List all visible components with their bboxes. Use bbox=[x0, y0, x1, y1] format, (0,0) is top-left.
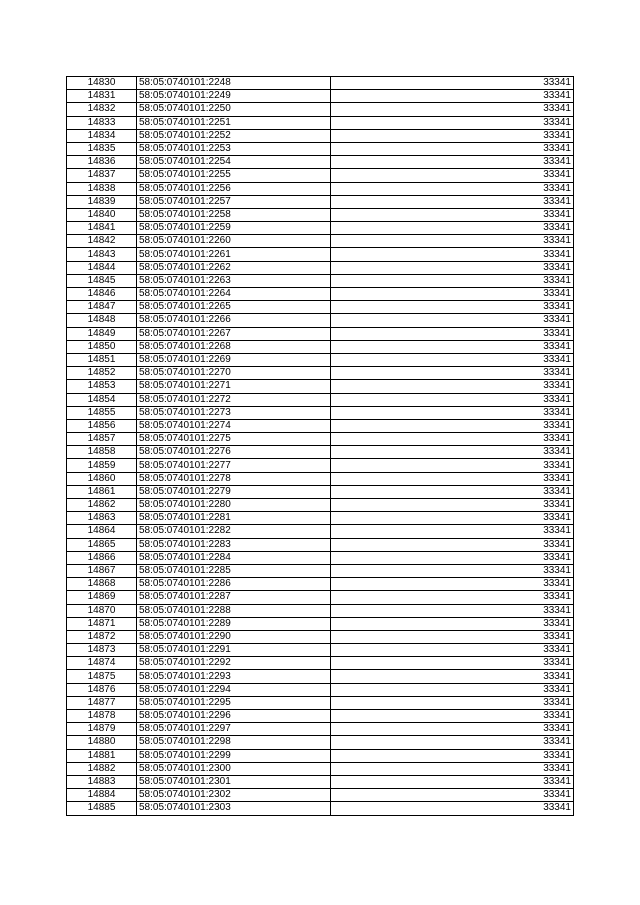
value-cell: 33341 bbox=[331, 762, 574, 775]
value-cell: 33341 bbox=[331, 116, 574, 129]
table-row bbox=[67, 380, 574, 393]
table-row bbox=[67, 604, 574, 617]
value-cell: 33341 bbox=[331, 525, 574, 538]
value-cell: 33341 bbox=[331, 90, 574, 103]
row-number-cell: 14860 bbox=[67, 472, 137, 485]
table-row bbox=[67, 736, 574, 749]
table-row bbox=[67, 512, 574, 525]
table-row bbox=[67, 367, 574, 380]
row-number-cell: 14834 bbox=[67, 129, 137, 142]
table-row bbox=[67, 142, 574, 155]
cadastral-number-cell: 58:05:0740101:2298 bbox=[137, 736, 331, 749]
row-number-cell: 14876 bbox=[67, 683, 137, 696]
table-row bbox=[67, 551, 574, 564]
value-cell: 33341 bbox=[331, 446, 574, 459]
cadastral-number-cell: 58:05:0740101:2292 bbox=[137, 657, 331, 670]
cadastral-number-cell: 58:05:0740101:2302 bbox=[137, 789, 331, 802]
table-row bbox=[67, 710, 574, 723]
row-number-cell: 14857 bbox=[67, 433, 137, 446]
row-number-cell: 14884 bbox=[67, 789, 137, 802]
value-cell: 33341 bbox=[331, 77, 574, 90]
cadastral-number-cell: 58:05:0740101:2297 bbox=[137, 723, 331, 736]
table-row bbox=[67, 248, 574, 261]
cadastral-number-cell: 58:05:0740101:2258 bbox=[137, 208, 331, 221]
row-number-cell: 14871 bbox=[67, 617, 137, 630]
value-cell: 33341 bbox=[331, 380, 574, 393]
row-number-cell: 14848 bbox=[67, 314, 137, 327]
row-number-cell: 14836 bbox=[67, 156, 137, 169]
table-row bbox=[67, 195, 574, 208]
row-number-cell: 14856 bbox=[67, 419, 137, 432]
row-number-cell: 14869 bbox=[67, 591, 137, 604]
value-cell: 33341 bbox=[331, 472, 574, 485]
table-row bbox=[67, 116, 574, 129]
cadastral-number-cell: 58:05:0740101:2287 bbox=[137, 591, 331, 604]
cadastral-number-cell: 58:05:0740101:2248 bbox=[137, 77, 331, 90]
row-number-cell: 14861 bbox=[67, 485, 137, 498]
cadastral-number-cell: 58:05:0740101:2251 bbox=[137, 116, 331, 129]
value-cell: 33341 bbox=[331, 591, 574, 604]
value-cell: 33341 bbox=[331, 222, 574, 235]
value-cell: 33341 bbox=[331, 129, 574, 142]
table-row bbox=[67, 644, 574, 657]
table-row bbox=[67, 90, 574, 103]
table-row bbox=[67, 288, 574, 301]
row-number-cell: 14845 bbox=[67, 274, 137, 287]
row-number-cell: 14835 bbox=[67, 142, 137, 155]
row-number-cell: 14872 bbox=[67, 630, 137, 643]
table-row bbox=[67, 446, 574, 459]
value-cell: 33341 bbox=[331, 644, 574, 657]
row-number-cell: 14877 bbox=[67, 696, 137, 709]
value-cell: 33341 bbox=[331, 103, 574, 116]
value-cell: 33341 bbox=[331, 802, 574, 815]
value-cell: 33341 bbox=[331, 288, 574, 301]
value-cell: 33341 bbox=[331, 736, 574, 749]
row-number-cell: 14846 bbox=[67, 288, 137, 301]
cadastral-number-cell: 58:05:0740101:2285 bbox=[137, 564, 331, 577]
cadastral-number-cell: 58:05:0740101:2283 bbox=[137, 538, 331, 551]
value-cell: 33341 bbox=[331, 353, 574, 366]
cadastral-number-cell: 58:05:0740101:2281 bbox=[137, 512, 331, 525]
row-number-cell: 14833 bbox=[67, 116, 137, 129]
row-number-cell: 14852 bbox=[67, 367, 137, 380]
value-cell: 33341 bbox=[331, 142, 574, 155]
value-cell: 33341 bbox=[331, 156, 574, 169]
table-row bbox=[67, 353, 574, 366]
cadastral-number-cell: 58:05:0740101:2269 bbox=[137, 353, 331, 366]
table-row bbox=[67, 169, 574, 182]
table-row bbox=[67, 406, 574, 419]
row-number-cell: 14866 bbox=[67, 551, 137, 564]
row-number-cell: 14844 bbox=[67, 261, 137, 274]
table-row bbox=[67, 591, 574, 604]
row-number-cell: 14865 bbox=[67, 538, 137, 551]
row-number-cell: 14862 bbox=[67, 499, 137, 512]
table-row bbox=[67, 775, 574, 788]
value-cell: 33341 bbox=[331, 499, 574, 512]
row-number-cell: 14837 bbox=[67, 169, 137, 182]
table-row bbox=[67, 182, 574, 195]
cadastral-number-cell: 58:05:0740101:2266 bbox=[137, 314, 331, 327]
cadastral-number-cell: 58:05:0740101:2256 bbox=[137, 182, 331, 195]
table-row bbox=[67, 723, 574, 736]
table-row bbox=[67, 274, 574, 287]
row-number-cell: 14883 bbox=[67, 775, 137, 788]
row-number-cell: 14885 bbox=[67, 802, 137, 815]
row-number-cell: 14849 bbox=[67, 327, 137, 340]
cadastral-number-cell: 58:05:0740101:2265 bbox=[137, 301, 331, 314]
value-cell: 33341 bbox=[331, 301, 574, 314]
cadastral-number-cell: 58:05:0740101:2257 bbox=[137, 195, 331, 208]
table-row bbox=[67, 499, 574, 512]
value-cell: 33341 bbox=[331, 274, 574, 287]
cadastral-number-cell: 58:05:0740101:2267 bbox=[137, 327, 331, 340]
cadastral-number-cell: 58:05:0740101:2262 bbox=[137, 261, 331, 274]
cadastral-number-cell: 58:05:0740101:2261 bbox=[137, 248, 331, 261]
table-row bbox=[67, 762, 574, 775]
cadastral-number-cell: 58:05:0740101:2280 bbox=[137, 499, 331, 512]
value-cell: 33341 bbox=[331, 393, 574, 406]
value-cell: 33341 bbox=[331, 235, 574, 248]
row-number-cell: 14867 bbox=[67, 564, 137, 577]
value-cell: 33341 bbox=[331, 670, 574, 683]
value-cell: 33341 bbox=[331, 261, 574, 274]
table-row bbox=[67, 578, 574, 591]
value-cell: 33341 bbox=[331, 485, 574, 498]
row-number-cell: 14840 bbox=[67, 208, 137, 221]
cadastral-number-cell: 58:05:0740101:2272 bbox=[137, 393, 331, 406]
table-row bbox=[67, 789, 574, 802]
row-number-cell: 14874 bbox=[67, 657, 137, 670]
row-number-cell: 14831 bbox=[67, 90, 137, 103]
row-number-cell: 14843 bbox=[67, 248, 137, 261]
cadastral-number-cell: 58:05:0740101:2288 bbox=[137, 604, 331, 617]
value-cell: 33341 bbox=[331, 749, 574, 762]
table-row bbox=[67, 261, 574, 274]
value-cell: 33341 bbox=[331, 775, 574, 788]
value-cell: 33341 bbox=[331, 604, 574, 617]
cadastral-number-cell: 58:05:0740101:2290 bbox=[137, 630, 331, 643]
table-row bbox=[67, 696, 574, 709]
table-row bbox=[67, 630, 574, 643]
row-number-cell: 14868 bbox=[67, 578, 137, 591]
table-row bbox=[67, 433, 574, 446]
cadastral-number-cell: 58:05:0740101:2253 bbox=[137, 142, 331, 155]
value-cell: 33341 bbox=[331, 419, 574, 432]
cadastral-number-cell: 58:05:0740101:2284 bbox=[137, 551, 331, 564]
cadastral-number-cell: 58:05:0740101:2268 bbox=[137, 340, 331, 353]
value-cell: 33341 bbox=[331, 340, 574, 353]
cadastral-number-cell: 58:05:0740101:2278 bbox=[137, 472, 331, 485]
value-cell: 33341 bbox=[331, 617, 574, 630]
table-row bbox=[67, 459, 574, 472]
value-cell: 33341 bbox=[331, 710, 574, 723]
value-cell: 33341 bbox=[331, 789, 574, 802]
value-cell: 33341 bbox=[331, 208, 574, 221]
table-row bbox=[67, 472, 574, 485]
table-row bbox=[67, 156, 574, 169]
row-number-cell: 14838 bbox=[67, 182, 137, 195]
row-number-cell: 14879 bbox=[67, 723, 137, 736]
row-number-cell: 14878 bbox=[67, 710, 137, 723]
table-row bbox=[67, 314, 574, 327]
table-row bbox=[67, 235, 574, 248]
cadastral-number-cell: 58:05:0740101:2273 bbox=[137, 406, 331, 419]
table-row bbox=[67, 222, 574, 235]
row-number-cell: 14839 bbox=[67, 195, 137, 208]
table-row bbox=[67, 208, 574, 221]
cadastral-number-cell: 58:05:0740101:2277 bbox=[137, 459, 331, 472]
row-number-cell: 14853 bbox=[67, 380, 137, 393]
row-number-cell: 14841 bbox=[67, 222, 137, 235]
row-number-cell: 14882 bbox=[67, 762, 137, 775]
value-cell: 33341 bbox=[331, 195, 574, 208]
table-row bbox=[67, 670, 574, 683]
table-row bbox=[67, 525, 574, 538]
value-cell: 33341 bbox=[331, 182, 574, 195]
row-number-cell: 14859 bbox=[67, 459, 137, 472]
row-number-cell: 14870 bbox=[67, 604, 137, 617]
value-cell: 33341 bbox=[331, 459, 574, 472]
row-number-cell: 14873 bbox=[67, 644, 137, 657]
row-number-cell: 14855 bbox=[67, 406, 137, 419]
row-number-cell: 14847 bbox=[67, 301, 137, 314]
value-cell: 33341 bbox=[331, 696, 574, 709]
value-cell: 33341 bbox=[331, 512, 574, 525]
value-cell: 33341 bbox=[331, 564, 574, 577]
value-cell: 33341 bbox=[331, 433, 574, 446]
cadastral-number-cell: 58:05:0740101:2249 bbox=[137, 90, 331, 103]
cadastral-number-cell: 58:05:0740101:2260 bbox=[137, 235, 331, 248]
value-cell: 33341 bbox=[331, 327, 574, 340]
value-cell: 33341 bbox=[331, 630, 574, 643]
table-row bbox=[67, 77, 574, 90]
cadastral-number-cell: 58:05:0740101:2275 bbox=[137, 433, 331, 446]
value-cell: 33341 bbox=[331, 578, 574, 591]
cadastral-number-cell: 58:05:0740101:2301 bbox=[137, 775, 331, 788]
table-row bbox=[67, 393, 574, 406]
cadastral-number-cell: 58:05:0740101:2299 bbox=[137, 749, 331, 762]
row-number-cell: 14863 bbox=[67, 512, 137, 525]
row-number-cell: 14850 bbox=[67, 340, 137, 353]
cadastral-number-cell: 58:05:0740101:2259 bbox=[137, 222, 331, 235]
table-row bbox=[67, 617, 574, 630]
row-number-cell: 14864 bbox=[67, 525, 137, 538]
row-number-cell: 14858 bbox=[67, 446, 137, 459]
cadastral-number-cell: 58:05:0740101:2254 bbox=[137, 156, 331, 169]
table-row bbox=[67, 657, 574, 670]
value-cell: 33341 bbox=[331, 723, 574, 736]
row-number-cell: 14832 bbox=[67, 103, 137, 116]
cadastral-number-cell: 58:05:0740101:2294 bbox=[137, 683, 331, 696]
cadastral-registry-table bbox=[66, 76, 574, 816]
value-cell: 33341 bbox=[331, 314, 574, 327]
value-cell: 33341 bbox=[331, 169, 574, 182]
value-cell: 33341 bbox=[331, 406, 574, 419]
table-row bbox=[67, 301, 574, 314]
row-number-cell: 14842 bbox=[67, 235, 137, 248]
cadastral-number-cell: 58:05:0740101:2270 bbox=[137, 367, 331, 380]
table-row bbox=[67, 327, 574, 340]
table-row bbox=[67, 749, 574, 762]
table-row bbox=[67, 103, 574, 116]
table-row bbox=[67, 129, 574, 142]
value-cell: 33341 bbox=[331, 538, 574, 551]
row-number-cell: 14854 bbox=[67, 393, 137, 406]
cadastral-number-cell: 58:05:0740101:2295 bbox=[137, 696, 331, 709]
cadastral-number-cell: 58:05:0740101:2274 bbox=[137, 419, 331, 432]
table-row bbox=[67, 485, 574, 498]
cadastral-number-cell: 58:05:0740101:2296 bbox=[137, 710, 331, 723]
table-row bbox=[67, 564, 574, 577]
cadastral-number-cell: 58:05:0740101:2276 bbox=[137, 446, 331, 459]
row-number-cell: 14880 bbox=[67, 736, 137, 749]
cadastral-number-cell: 58:05:0740101:2286 bbox=[137, 578, 331, 591]
value-cell: 33341 bbox=[331, 367, 574, 380]
cadastral-number-cell: 58:05:0740101:2252 bbox=[137, 129, 331, 142]
cadastral-number-cell: 58:05:0740101:2279 bbox=[137, 485, 331, 498]
row-number-cell: 14875 bbox=[67, 670, 137, 683]
cadastral-number-cell: 58:05:0740101:2264 bbox=[137, 288, 331, 301]
value-cell: 33341 bbox=[331, 248, 574, 261]
table-row bbox=[67, 683, 574, 696]
registry-table-body bbox=[67, 77, 574, 816]
table-row bbox=[67, 538, 574, 551]
cadastral-number-cell: 58:05:0740101:2289 bbox=[137, 617, 331, 630]
cadastral-number-cell: 58:05:0740101:2271 bbox=[137, 380, 331, 393]
cadastral-number-cell: 58:05:0740101:2250 bbox=[137, 103, 331, 116]
table-row bbox=[67, 340, 574, 353]
cadastral-number-cell: 58:05:0740101:2263 bbox=[137, 274, 331, 287]
cadastral-number-cell: 58:05:0740101:2293 bbox=[137, 670, 331, 683]
cadastral-number-cell: 58:05:0740101:2255 bbox=[137, 169, 331, 182]
value-cell: 33341 bbox=[331, 683, 574, 696]
value-cell: 33341 bbox=[331, 657, 574, 670]
row-number-cell: 14830 bbox=[67, 77, 137, 90]
row-number-cell: 14851 bbox=[67, 353, 137, 366]
cadastral-number-cell: 58:05:0740101:2282 bbox=[137, 525, 331, 538]
row-number-cell: 14881 bbox=[67, 749, 137, 762]
cadastral-number-cell: 58:05:0740101:2291 bbox=[137, 644, 331, 657]
cadastral-number-cell: 58:05:0740101:2303 bbox=[137, 802, 331, 815]
table-row bbox=[67, 802, 574, 815]
table-row bbox=[67, 419, 574, 432]
value-cell: 33341 bbox=[331, 551, 574, 564]
cadastral-number-cell: 58:05:0740101:2300 bbox=[137, 762, 331, 775]
